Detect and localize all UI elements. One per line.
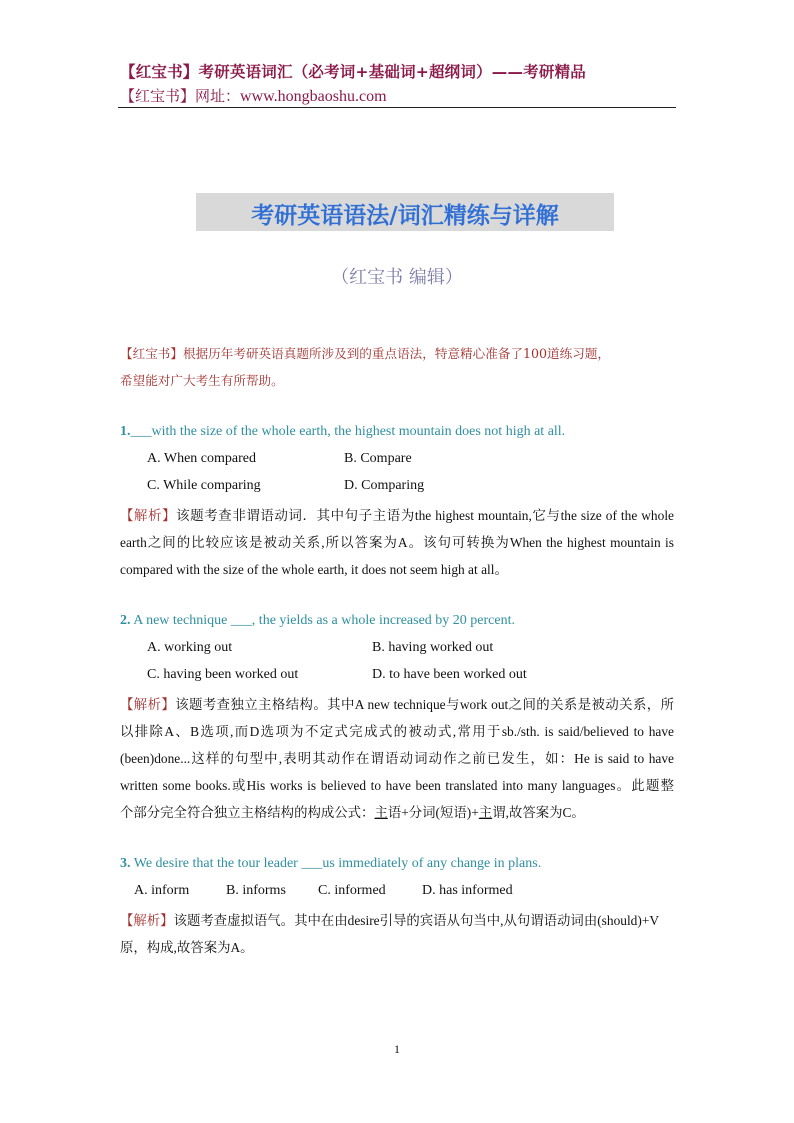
question-1-option-a: A. When compared [147, 451, 256, 466]
explanation-text: 该题考查虚拟语气。其中在由desire引导的宾语从句当中,从句谓语动词由(should)+V [173, 913, 660, 928]
question-3-stem [120, 856, 541, 872]
question-2-explanation-line-5 [120, 802, 674, 821]
explanation-tag: 【解析】 [120, 697, 176, 712]
question-2-stem [120, 613, 515, 629]
page-subtitle: （红宝书 编辑） [331, 267, 463, 288]
explanation-text: 该题考查独立主格结构。其中A new technique与work out之间的关系是被动关系，所 [175, 697, 674, 712]
title-banner [196, 193, 614, 231]
question-2-explanation-line-2: 以排除A、B选项,而D选项为不定式完成式的被动式,常用于sb./sth. is said/believed to have [120, 724, 674, 739]
question-3-option-c: C. informed [318, 883, 386, 898]
header-divider [118, 107, 676, 108]
question-1-option-d: D. Comparing [344, 478, 425, 493]
question-1-option-b: B. Compare [344, 451, 412, 466]
question-2-option-a: A. working out [147, 640, 233, 655]
underlined-text: 主 [478, 805, 493, 820]
intro-line-1: 【红宝书】根据历年考研英语真题所涉及到的重点语法，特意精心准备了100道练习题， [120, 346, 611, 361]
question-2-option-b: B. having worked out [372, 640, 494, 655]
explanation-tag: 【解析】 [120, 913, 174, 928]
question-1-option-c: C. While comparing [147, 478, 261, 493]
question-1-explanation-line-2: earth之间的比较应该是被动关系,所以答案为A。该句可转换为When the highest mountain is [120, 535, 674, 550]
explanation-text: 该题考查非谓语动词．其中句子主语为the highest mountain,它与the size of the whole [176, 508, 674, 523]
question-2-explanation-line-1 [120, 694, 674, 713]
explanation-text: 语+分词(短语)+ [387, 805, 479, 820]
explanation-tag: 【解析】 [120, 508, 177, 523]
header-website-url[interactable]: www.hongbaoshu.com [240, 88, 387, 105]
question-3-explanation-line-2: 原，构成,故答案为A。 [120, 940, 254, 955]
explanation-text: 个部分完全符合独立主格结构的构成公式： [120, 805, 375, 820]
underlined-text: 主 [374, 805, 388, 820]
question-2-option-c: C. having been worked out [147, 667, 299, 682]
question-text: A new technique ___, the yields as a whole increased by 20 percent. [130, 613, 515, 628]
question-number: 3. [120, 856, 131, 871]
header-website-label: 【红宝书】网址： [120, 87, 241, 105]
question-3-option-a: A. inform [134, 883, 190, 898]
question-1-explanation-line-1 [120, 505, 674, 524]
question-3-explanation-line-1 [120, 910, 674, 929]
page-title: 考研英语语法/词汇精练与详解 [251, 203, 559, 229]
question-text: We desire that the tour leader ___us immediately of any change in plans. [130, 856, 542, 871]
question-2-explanation-line-3: (been)done...这样的句型中,表明其动作在谓语动词动作之前已发生，如：He is said to have [120, 751, 674, 766]
question-1-explanation-line-3: compared with the size of the whole earth, it does not seem high at all。 [120, 562, 508, 577]
question-number: 2. [120, 613, 131, 628]
question-number: 1. [120, 424, 131, 439]
intro-line-2: 希望能对广大考生有所帮助。 [120, 373, 284, 388]
question-2-option-d: D. to have been worked out [372, 667, 527, 682]
question-text: ___with the size of the whole earth, the highest mountain does not high at all. [130, 424, 566, 439]
question-1-stem [120, 424, 565, 440]
explanation-text: 谓,故答案为C。 [492, 805, 585, 820]
question-3-option-b: B. informs [226, 883, 286, 898]
header-title: 【红宝书】考研英语词汇（必考词+基础词+超纲词）——考研精品 [120, 63, 586, 81]
question-3-option-d: D. has informed [422, 883, 513, 898]
header-website [120, 85, 387, 106]
question-2-explanation-line-4: written some books.或His works is believed to have been translated into many languages。此题整 [120, 778, 674, 793]
page-number: 1 [394, 1042, 400, 1056]
